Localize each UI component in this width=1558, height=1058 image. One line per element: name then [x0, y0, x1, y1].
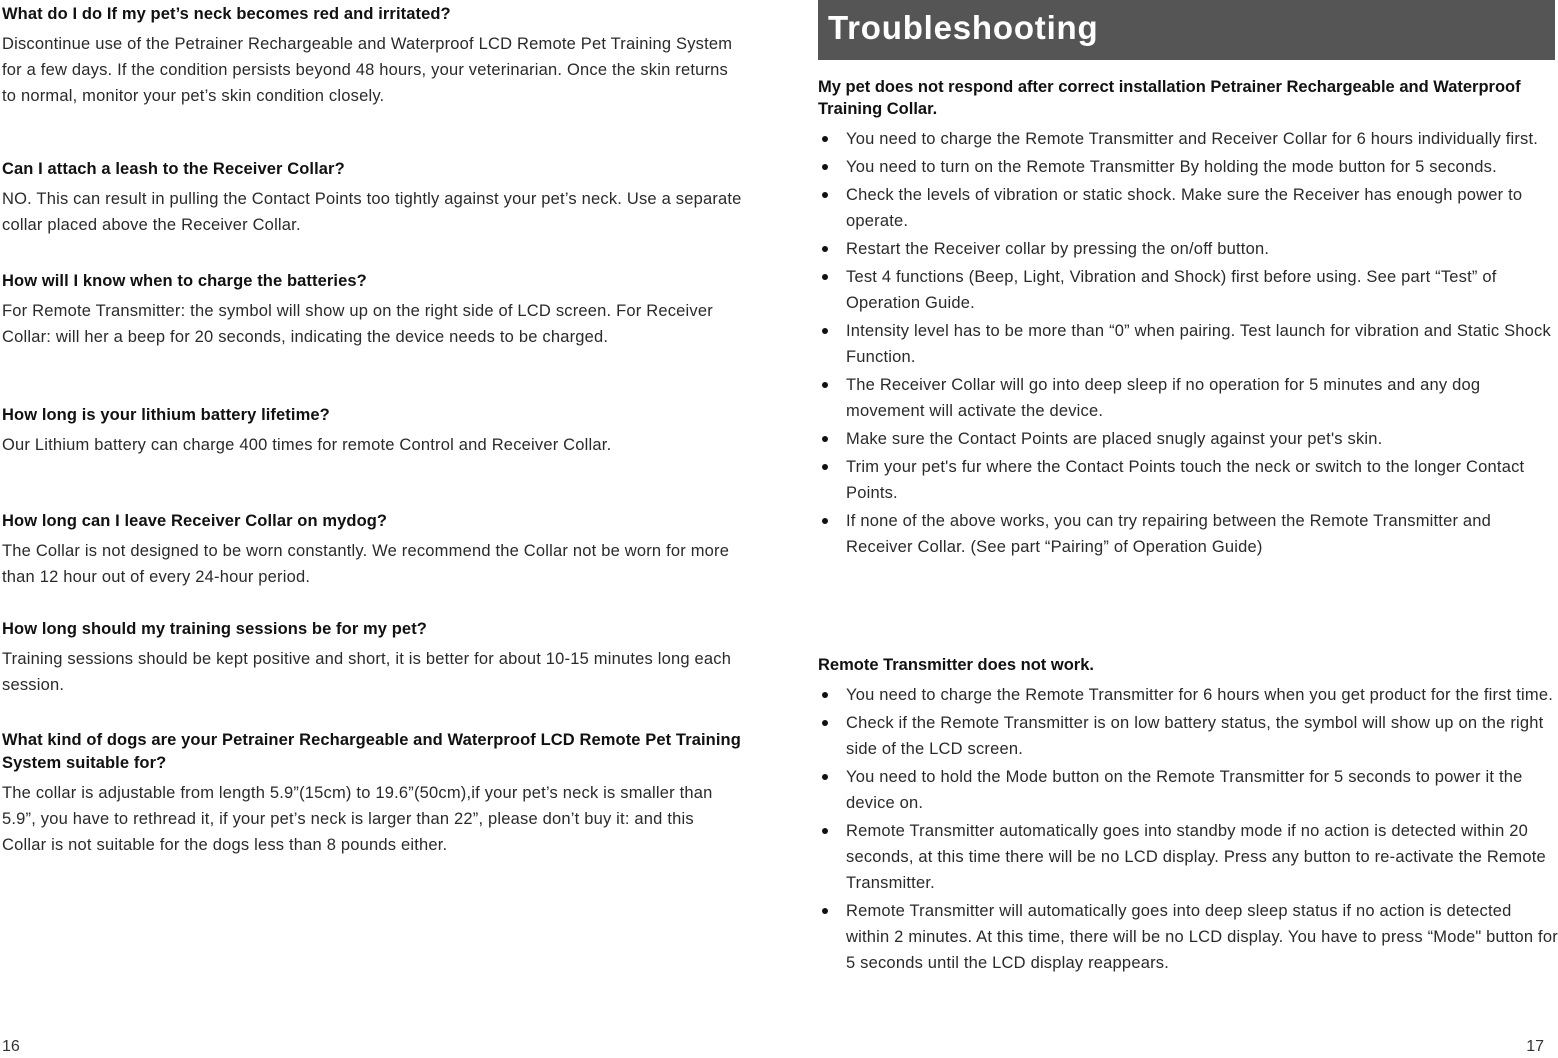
- list-item: If none of the above works, you can try repairing between the Remote Transmitter and Receiver Collar. (See part “Pairing” of Operation Guide): [818, 508, 1558, 560]
- faq-question: What do I do If my pet’s neck becomes red and irritated?: [2, 5, 451, 23]
- bullet-icon: [822, 328, 828, 334]
- bullet-icon: [822, 828, 828, 834]
- bullet-icon: [822, 136, 828, 142]
- faq-item: [2, 618, 742, 698]
- faq-item: [2, 270, 742, 350]
- faq-answer: Discontinue use of the Petrainer Rechargeable and Waterproof LCD Remote Pet Training System for a few days. If the condition persists beyond 48 hours, your veterinarian. Once the skin returns to normal, monitor your pet’s skin condition closely.: [2, 35, 733, 105]
- troubleshooting-section: [818, 654, 1558, 976]
- list-item: Remote Transmitter will automatically goes into deep sleep status if no action is detected within 2 minutes. At this time, there will be no LCD display. You have to press “Mode" button for 5 seconds until the LCD display reappears.: [818, 898, 1558, 976]
- page-number-right: 17: [1526, 1038, 1544, 1055]
- bullet-list: [818, 682, 1558, 976]
- faq-item: [2, 158, 742, 238]
- list-item: Make sure the Contact Points are placed snugly against your pet's skin.: [818, 426, 1558, 452]
- bullet-icon: [822, 908, 828, 914]
- bullet-icon: [822, 382, 828, 388]
- list-item: Intensity level has to be more than “0” when pairing. Test launch for vibration and Static Shock Function.: [818, 318, 1558, 370]
- bullet-icon: [822, 192, 828, 198]
- list-item: The Receiver Collar will go into deep sleep if no operation for 5 minutes and any dog movement will activate the device.: [818, 372, 1558, 424]
- faq-question: How long should my training sessions be for my pet?: [2, 620, 427, 638]
- faq-question: What kind of dogs are your Petrainer Rechargeable and Waterproof LCD Remote Pet Training System suitable for?: [2, 731, 741, 772]
- list-item: Remote Transmitter automatically goes into standby mode if no action is detected within 20 seconds, at this time there will be no LCD display. Press any button to re-activate the Remote Transmitter.: [818, 818, 1558, 896]
- section-title: My pet does not respond after correct installation Petrainer Rechargeable and Waterproof Training Collar.: [818, 78, 1521, 118]
- bullet-icon: [822, 774, 828, 780]
- bullet-icon: [822, 164, 828, 170]
- faq-answer: For Remote Transmitter: the symbol will show up on the right side of LCD screen. For Receiver Collar: will her a beep for 20 seconds, indicating the device needs to be charged.: [2, 302, 713, 346]
- list-item: You need to charge the Remote Transmitter for 6 hours when you get product for the first time.: [818, 682, 1558, 708]
- troubleshooting-section: [818, 76, 1558, 560]
- list-item: You need to charge the Remote Transmitter and Receiver Collar for 6 hours individually first.: [818, 126, 1558, 152]
- list-item: Test 4 functions (Beep, Light, Vibration and Shock) first before using. See part “Test” of Operation Guide.: [818, 264, 1558, 316]
- bullet-icon: [822, 518, 828, 524]
- section-title: Remote Transmitter does not work.: [818, 656, 1094, 674]
- troubleshooting-header: [818, 0, 1555, 60]
- list-item: Trim your pet's fur where the Contact Points touch the neck or switch to the longer Contact Points.: [818, 454, 1558, 506]
- faq-question: How will I know when to charge the batteries?: [2, 272, 367, 290]
- bullet-list: [818, 126, 1558, 560]
- list-item: You need to hold the Mode button on the Remote Transmitter for 5 seconds to power it the device on.: [818, 764, 1558, 816]
- list-item: You need to turn on the Remote Transmitter By holding the mode button for 5 seconds.: [818, 154, 1558, 180]
- bullet-icon: [822, 246, 828, 252]
- faq-answer: NO. This can result in pulling the Contact Points too tightly against your pet’s neck. Use a separate collar placed above the Receiver Collar.: [2, 190, 742, 234]
- header-title: Troubleshooting: [828, 9, 1099, 46]
- bullet-icon: [822, 692, 828, 698]
- bullet-icon: [822, 436, 828, 442]
- page-number-left: 16: [2, 1038, 20, 1055]
- faq-question: How long is your lithium battery lifetime?: [2, 406, 330, 424]
- bullet-icon: [822, 464, 828, 470]
- faq-item: [2, 404, 742, 458]
- faq-answer: Training sessions should be kept positive and short, it is better for about 10-15 minutes long each session.: [2, 650, 732, 694]
- faq-item: [2, 3, 742, 109]
- faq-question: How long can I leave Receiver Collar on mydog?: [2, 512, 388, 530]
- faq-item: [2, 729, 742, 858]
- faq-answer: The Collar is not designed to be worn constantly. We recommend the Collar not be worn for more than 12 hour out of every 24-hour period.: [2, 542, 730, 586]
- faq-answer: The collar is adjustable from length 5.9”(15cm) to 19.6”(50cm),if your pet’s neck is smaller than 5.9”, you have to rethread it, if your pet’s neck is larger than 22”, please don’t buy it: and this Collar is not suitable for the dogs less than 8 pounds either.: [2, 784, 713, 854]
- bullet-icon: [822, 274, 828, 280]
- list-item: Restart the Receiver collar by pressing the on/off button.: [818, 236, 1558, 262]
- faq-question: Can I attach a leash to the Receiver Collar?: [2, 160, 345, 178]
- faq-item: [2, 510, 742, 590]
- bullet-icon: [822, 720, 828, 726]
- list-item: Check the levels of vibration or static shock. Make sure the Receiver has enough power to operate.: [818, 182, 1558, 234]
- list-item: Check if the Remote Transmitter is on low battery status, the symbol will show up on the right side of the LCD screen.: [818, 710, 1558, 762]
- faq-answer: Our Lithium battery can charge 400 times for remote Control and Receiver Collar.: [2, 436, 612, 454]
